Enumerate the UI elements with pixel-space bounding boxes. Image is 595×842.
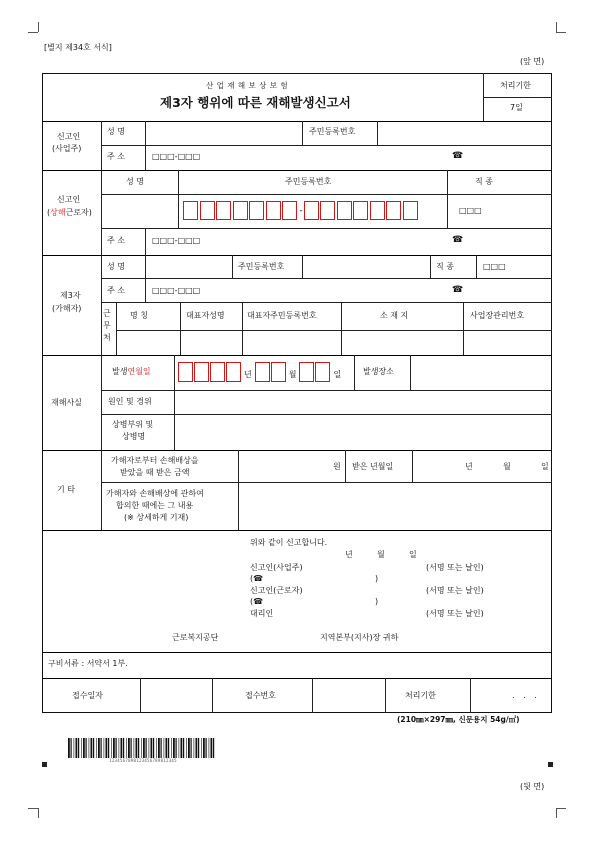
barcode-bar (113, 738, 115, 758)
rrn-input-boxes[interactable] (183, 201, 419, 220)
month-unit: 월 (288, 370, 297, 379)
barcode-bar (78, 738, 79, 758)
phone-icon: ☎ (452, 151, 464, 161)
divider (101, 450, 102, 530)
settlement-label: (※ 상세하게 기재) (124, 513, 189, 522)
divider (42, 678, 552, 679)
barcode-bar (143, 738, 145, 758)
injury-label: 상병명 (122, 432, 146, 441)
barcode-bar (71, 738, 72, 758)
divider (447, 170, 448, 228)
divider (232, 255, 233, 278)
agent-label: 대리인 (250, 609, 274, 618)
workplace-col-header: 소 재 지 (380, 311, 409, 320)
barcode-bar (213, 738, 214, 758)
barcode-bar (161, 738, 162, 758)
barcode-bar (164, 738, 165, 758)
section-label: (사업주) (52, 144, 82, 153)
barcode-bar (116, 738, 117, 758)
ymd-day: 일 (541, 462, 549, 471)
barcode-bar (108, 738, 109, 758)
rrn-digit-box[interactable] (304, 201, 319, 220)
divider (385, 678, 386, 713)
barcode-bar (123, 738, 124, 758)
divider (101, 414, 552, 415)
signer-worker: 신고인(근로자) (250, 586, 303, 595)
section-label: 재해사실 (51, 398, 82, 407)
ymd-month: 월 (503, 462, 511, 471)
divider (476, 255, 477, 278)
address-label: 주 소 (107, 286, 125, 295)
phone-icon: ☎ (452, 285, 464, 295)
barcode-bar (186, 738, 187, 758)
postcode-field[interactable]: □□□-□□□ (152, 236, 201, 245)
divider (42, 170, 552, 171)
barcode-bar (106, 738, 108, 758)
attachments: 구비서류 : 서약서 1부. (48, 659, 128, 668)
agency-name: 근로복지공단 (172, 633, 219, 642)
day-unit: 일 (333, 370, 342, 379)
name-label: 성 명 (107, 127, 125, 136)
barcode-bar (191, 738, 192, 758)
divider (174, 355, 175, 450)
barcode (68, 738, 218, 764)
barcode-bar (166, 738, 168, 758)
year-unit: 년 (244, 370, 252, 379)
barcode-bar (93, 738, 94, 758)
receipt-date-label: 접수일자 (72, 691, 103, 700)
rrn-digit-box[interactable] (386, 201, 401, 220)
job-label: 직 종 (436, 262, 454, 271)
phone-line: (☎ (250, 574, 264, 583)
decl-day: 일 (409, 550, 417, 559)
divider (116, 302, 117, 355)
sign-note: (서명 또는 날인) (426, 563, 484, 572)
section-label: 제3자 (60, 291, 81, 300)
section-label: (가해자) (52, 304, 82, 313)
divider (178, 170, 179, 228)
divider (341, 302, 342, 355)
sign-note: (서명 또는 날인) (426, 586, 484, 595)
divider (101, 482, 552, 483)
crop-mark (28, 32, 38, 33)
barcode-bar (81, 738, 82, 758)
divider (42, 450, 552, 451)
barcode-bar (156, 738, 157, 758)
barcode-bar (209, 738, 210, 758)
month-digit-box[interactable] (255, 362, 270, 382)
workplace-col-header: 대표자주민등록번호 (247, 311, 317, 320)
phone-icon: ☎ (452, 235, 464, 245)
rrn-digit-box[interactable] (200, 201, 215, 220)
divider (470, 678, 471, 713)
barcode-bar (111, 738, 112, 758)
barcode-bar (158, 738, 160, 758)
divider (101, 145, 552, 146)
crop-mark (556, 808, 557, 818)
job-code-field[interactable]: □□□ (483, 262, 506, 271)
year-digit-box[interactable] (178, 362, 193, 382)
barcode-bar (83, 738, 85, 758)
barcode-bar (168, 738, 169, 758)
divider (312, 678, 313, 713)
barcode-text: 1234567890123456789012345 (109, 758, 177, 763)
annex-label: [별지 제34호 서식] (44, 43, 112, 52)
workplace-col-header: 대표자성명 (186, 311, 225, 320)
divider (345, 450, 346, 482)
ymd-year: 년 (465, 462, 473, 471)
barcode-bar (196, 738, 198, 758)
barcode-bar (198, 738, 199, 758)
branch-name: 지역본부(지사)장 귀하 (320, 633, 399, 642)
divider (180, 302, 181, 355)
barcode-bar (138, 738, 139, 758)
workplace-col-header: 사업장관리번호 (470, 311, 525, 320)
barcode-bar (146, 738, 147, 758)
barcode-bar (176, 738, 177, 758)
divider (42, 652, 552, 653)
barcode-bar (126, 738, 127, 758)
barcode-bar (89, 738, 90, 758)
divider (101, 390, 552, 391)
barcode-bar (183, 738, 184, 758)
section-label: 신고인 (57, 132, 81, 141)
barcode-bar (194, 738, 195, 758)
divider (483, 97, 552, 98)
rrn-digit-box[interactable] (216, 201, 231, 220)
barcode-bar (98, 738, 100, 758)
divider (302, 255, 303, 278)
divider (238, 450, 239, 530)
barcode-bar (173, 738, 175, 758)
name-label: 성 명 (107, 262, 125, 271)
barcode-bar (171, 738, 172, 758)
barcode-bar (201, 738, 202, 758)
crop-mark (28, 808, 38, 809)
divider (145, 228, 146, 255)
divider (302, 121, 303, 145)
divider (42, 530, 552, 531)
divider (354, 355, 355, 390)
paper-spec: (210㎜×297㎜, 신문용지 54g/㎡) (397, 715, 520, 724)
job-label: 직 종 (475, 177, 493, 186)
rrn-digit-box[interactable] (266, 201, 281, 220)
divider (145, 255, 146, 302)
month-digit-box[interactable] (271, 362, 286, 382)
insurance-name: 산 업 재 해 보 상 보 험 (206, 81, 289, 90)
job-code-field[interactable]: □□□ (459, 206, 482, 215)
divider (101, 194, 552, 195)
day-digit-box[interactable] (315, 362, 330, 382)
crop-mark (38, 808, 39, 818)
name-label: 성 명 (126, 177, 144, 186)
crop-mark (556, 808, 566, 809)
barcode-bar (68, 738, 70, 758)
rrn-digit-box[interactable] (249, 201, 264, 220)
workplace-col-header: 명 칭 (130, 311, 148, 320)
form-title: 제3자 행위에 따른 재해발생신고서 (160, 95, 351, 110)
page-side-front: (앞 면) (520, 57, 545, 66)
rrn-digit-box[interactable] (183, 201, 198, 220)
barcode-bar (211, 738, 213, 758)
rrn-digit-box[interactable] (282, 201, 297, 220)
postcode-field[interactable]: □□□-□□□ (152, 286, 201, 295)
crop-mark (556, 32, 566, 33)
barcode-bar (91, 738, 93, 758)
cause-label: 원인 및 경위 (108, 397, 152, 406)
won-unit: 원 (333, 462, 341, 471)
barcode-bar (134, 738, 135, 758)
compensation-label: 받았을 때 받은 금액 (120, 468, 190, 477)
address-label: 주 소 (107, 236, 125, 245)
divider (42, 121, 552, 122)
decl-month: 월 (377, 550, 385, 559)
divider (377, 121, 378, 145)
barcode-bar (131, 738, 132, 758)
phone-line-close: ) (375, 574, 379, 583)
compensation-label: 가해자로부터 손해배상을 (111, 456, 199, 465)
barcode-bar (151, 738, 153, 758)
declaration-statement: 위와 같이 신고합니다. (250, 538, 328, 547)
divider (101, 302, 552, 303)
accident-date-boxes[interactable] (178, 362, 344, 382)
divider (42, 355, 552, 356)
barcode-bar (188, 738, 190, 758)
barcode-bar (86, 738, 87, 758)
rrn-digit-box[interactable] (337, 201, 352, 220)
crop-mark (556, 22, 557, 32)
accident-date-label: 발생연월일 (112, 367, 151, 376)
received-date-label: 받은 년월일 (352, 462, 394, 471)
settlement-label: 가해자와 손해배상에 관하여 (106, 489, 204, 498)
divider (410, 355, 411, 390)
barcode-bar (121, 738, 123, 758)
divider (242, 302, 243, 355)
decl-year: 년 (345, 550, 353, 559)
barcode-bar (104, 738, 105, 758)
rrn-digit-box[interactable] (403, 201, 418, 220)
rrn-digit-box[interactable] (320, 201, 335, 220)
processing-deadline-dots: . . . (512, 691, 540, 700)
phone-line-close: ) (375, 597, 379, 606)
barcode-bar (149, 738, 150, 758)
section-label-worker: (상해근로자) (47, 208, 92, 217)
registration-mark (548, 762, 553, 767)
divider (101, 355, 102, 450)
barcode-bar (101, 738, 102, 758)
phone-line: (☎ (250, 597, 264, 606)
signer-employer: 신고인(사업주) (250, 563, 303, 572)
barcode-bar (179, 738, 180, 758)
barcode-bar (206, 738, 207, 758)
barcode-bar (136, 738, 138, 758)
postcode-field[interactable]: □□□-□□□ (152, 152, 201, 161)
rrn-label: 주민등록번호 (238, 262, 285, 271)
barcode-bar (153, 738, 154, 758)
barcode-bar (181, 738, 183, 758)
crop-mark (38, 22, 39, 32)
receipt-no-label: 접수번호 (245, 691, 276, 700)
sign-note: (서명 또는 날인) (426, 609, 484, 618)
divider (463, 302, 464, 355)
barcode-bar (128, 738, 130, 758)
injury-label: 상병부위 및 (112, 420, 154, 429)
settlement-label: 합의한 때에는 그 내용 (116, 501, 194, 510)
divider (430, 255, 431, 278)
barcode-bar (96, 738, 97, 758)
deadline-label: 처리기한 (500, 81, 531, 90)
divider (101, 228, 552, 229)
barcode-bar (76, 738, 78, 758)
rrn-digit-box[interactable] (370, 201, 385, 220)
rrn-dash: - (299, 205, 303, 216)
processing-deadline-label: 처리기한 (405, 691, 436, 700)
barcode-bar (74, 738, 75, 758)
barcode-bar (141, 738, 142, 758)
divider (116, 330, 552, 331)
section-label: 신고인 (57, 195, 81, 204)
year-digit-box[interactable] (194, 362, 209, 382)
day-digit-box[interactable] (299, 362, 314, 382)
place-label: 발생장소 (363, 367, 394, 376)
deadline-value: 7일 (510, 103, 523, 112)
rrn-label: 주민등록번호 (285, 177, 332, 186)
rrn-label: 주민등록번호 (309, 127, 356, 136)
divider (140, 678, 141, 713)
year-digit-box[interactable] (226, 362, 241, 382)
rrn-digit-box[interactable] (233, 201, 248, 220)
rrn-digit-box[interactable] (353, 201, 368, 220)
page-side-back: (뒷 면) (520, 782, 545, 791)
divider (101, 278, 552, 279)
barcode-bar (119, 738, 120, 758)
barcode-bar (203, 738, 205, 758)
divider (212, 678, 213, 713)
registration-mark (42, 762, 47, 767)
divider (412, 450, 413, 482)
address-label: 주 소 (107, 152, 125, 161)
workplace-label: 근무처 (103, 309, 111, 342)
year-digit-box[interactable] (210, 362, 225, 382)
section-label: 기 타 (57, 485, 75, 494)
